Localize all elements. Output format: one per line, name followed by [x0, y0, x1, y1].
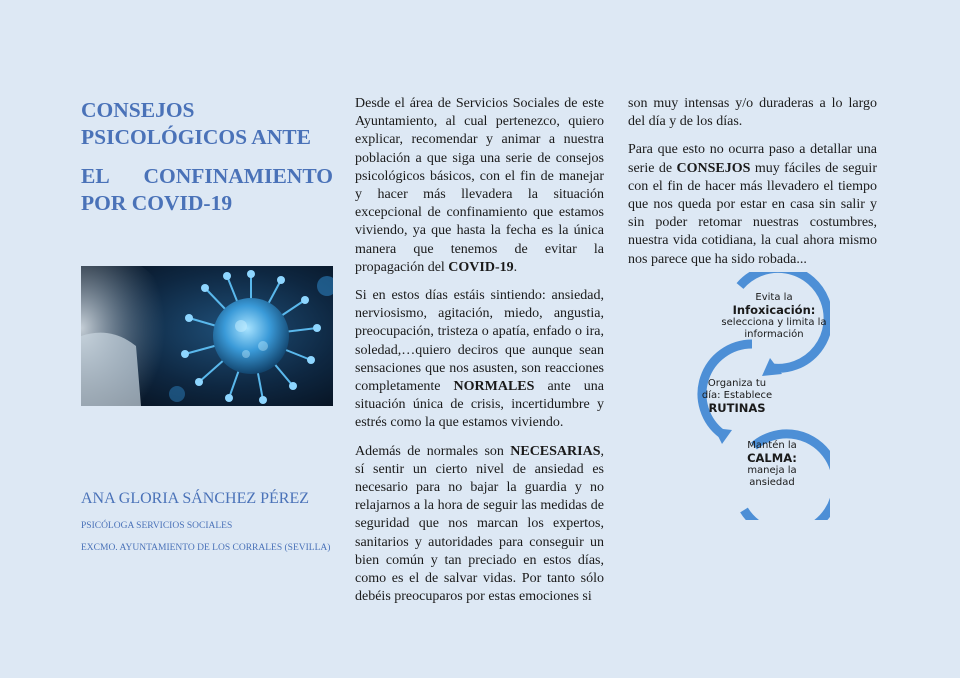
author-name: ANA GLORIA SÁNCHEZ PÉREZ [81, 490, 310, 507]
middle-column [355, 95, 604, 616]
advice-cycle-diagram [682, 272, 830, 520]
cycle-step-routines: Organiza tu día: Establece RUTINAS [701, 378, 773, 415]
coronavirus-illustration [81, 266, 333, 406]
title-line-4: POR COVID-19 [81, 191, 233, 215]
author-role: PSICÓLOGA SERVICIOS SOCIALES [81, 521, 233, 531]
paragraph-feelings: Si en estos días estáis sintiendo: ansiedad, nerviosismo, agitación, miedo, angustia, preocupación, tristeza o apatía, enfado o ira, soledad,…quiero deciros que aunque sean sensaciones que nos asusten, son reacciones completamente NORMALES ante una situación única de crisis, incertidumbre y estrés como la que estamos viviendo. [355, 288, 604, 431]
cycle-step-calm: Mantén la CALMA: maneja la ansiedad [747, 440, 797, 488]
right-column [628, 95, 877, 279]
title-line-2: PSICOLÓGICOS ANTE [81, 125, 311, 149]
paragraph-advice: Para que esto no ocurra paso a detallar una serie de CONSEJOS muy fáciles de seguir con el fin de hacer más llevadero el tiempo que nos queda por estar en casa sin salir y sin poder retomar nuestras costumbres, nuestra vida cotidiana, la cual ahora mismo nos parece que ha sido robada... [628, 142, 877, 267]
coronavirus-image [81, 266, 333, 406]
author-organization: EXCMO. AYUNTAMIENTO DE LOS CORRALES (SEVILLA) [81, 543, 331, 553]
title-line-3: EL CONFINAMIENTO [81, 164, 333, 188]
paragraph-necessary: Además de normales son NECESARIAS, sí sentir un cierto nivel de ansiedad es necesario para no bajar la guardia y no relajarnos a la hora de seguir las medidas de seguridad que nos marcan los expertos, sanitarios y autoridades para conseguir un bien común y tan preciado en estos días, como es el de salvar vidas. Por tanto sólo debéis preocuparos por estas emociones si [355, 443, 604, 605]
cycle-step-infoxication: Evita la Infoxicación: selecciona y limita la información [721, 292, 827, 340]
paragraph-intro: Desde el área de Servicios Sociales de este Ayuntamiento, al cual pertenezco, quiero explicar, recomendar y animar a nuestra población a que siga una serie de consejos psicológicos básicos, con el fin de manejar y hacer más llevadera la situación excepcional de confinamiento que estamos viviendo, ya que hasta la fecha es la única manera que tenemos de evitar la propagación del COVID-19. [355, 96, 604, 275]
title-line-1: CONSEJOS [81, 98, 195, 122]
paragraph-continuation: son muy intensas y/o duraderas a lo largo del día y de los días. [628, 96, 877, 130]
